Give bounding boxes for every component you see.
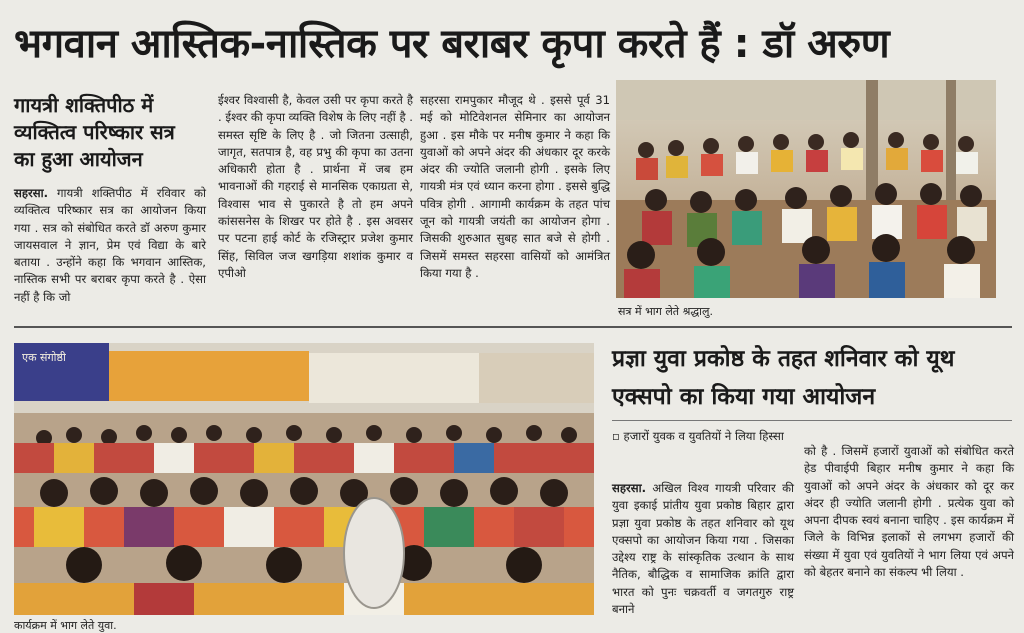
story1-column-2: ईश्वर विश्वासी है, केवल उसी पर कृपा करते है . ईश्वर की कृपा व्यक्ति विशेष के लिए नहीं है . समस्त सृष्टि के लिए है . जो जितना उत्साही, जागृत, सतपात्र है, वह प्रभु की कृपा का उतना अधिकारी होता है . प्रार्थना में जब हम भावनाओं की गहराई से मानसिक एकाग्रता से, विश्वास भाव से पुकारते है तो हम अपने कांससनेस के शिखर पर होते है . इस अवसर पर पटना हाई कोर्ट के रजिस्ट्रार प्रजेश कुमार सिंह, सिविल जज खगड़िया शशांक कुमार व एपीओ [218,93,413,280]
story1-photo-caption: सत्र में भाग लेते श्रद्धालु. [618,305,713,318]
story2-photo-caption: कार्यक्रम में भाग लेते युवा. [14,619,117,632]
story1-dateline: सहरसा. [14,186,48,200]
story1-photo [616,80,996,298]
story1-column-1 [14,185,206,306]
story2-headline-rule [612,420,1012,421]
story1-subhead: गायत्री शक्तिपीठ में व्यक्तित्व परिष्कार सत्र का हुआ आयोजन [14,93,175,171]
story2-column-1-text: अखिल विश्व गायत्री परिवार की युवा इकाई प्रांतीय युवा प्रकोष्ठ बिहार द्वारा प्रज्ञा युवा प्रकोष्ठ के तहत शनिवार को यूथ एक्सपो का आयोजन किया गया . जिसका उद्देश्य राष्ट्र के सांस्कृतिक उत्थान के साथ नैतिक, बौद्धिक व सामाजिक क्रांति द्वारा भारत को पुनः चक्रवर्ती व जगतगुरु राष्ट्र बनाने [612,481,795,617]
banner-text: एक संगोष्ठी [22,351,66,364]
story2-column-2: को है . जिसमें हजारों युवाओं को संबोधित करते हेड पीवाईपी बिहार मनीष कुमार ने कहा कि युवाओं को अपने अंदर के अंधकार को दूर कर अंदर ही ज्योति जलानी होगी . प्रत्येक युवा को अपना दीपक स्वयं बनाना चाहिए . इस कार्यक्रम में जिले के विभिन्न इलाकों से लगभग हजारों की संख्या में युवा एवं युवतियों ने भाग लिया एवं अपने को बेहतर बनाने का संकल्प भी लिया . [804,444,1014,580]
story2-photo [14,343,594,615]
story2-highlight: ▫ हजारों युवक व युवतियों ने लिया हिस्सा [612,428,792,445]
story2-headline: प्रज्ञा युवा प्रकोष्ठ के तहत शनिवार को यूथ एक्सपो का किया गया आयोजन [612,346,955,410]
main-headline: भगवान आस्तिक-नास्तिक पर बराबर कृपा करते हैं : डॉ अरुण [14,21,890,67]
story2-column-1 [612,480,794,618]
section-divider [14,326,1012,328]
story1-column-1-text: गायत्री शक्तिपीठ में रविवार को व्यक्तित्व परिष्कार सत्र का आयोजन किया गया . सत्र को संबोधित करते डॉ अरुण कुमार जायसवाल ने ज्ञान, प्रेम एवं विद्या के बारे बताया . उन्होंने कहा कि भगवान आस्तिक, नास्तिक सभी पर बराबर कृपा करते है . ऐसा नहीं है कि जो [14,186,207,304]
story1-column-3: सहरसा रामपुकार मौजूद थे . इससे पूर्व 31 मई को मोटिवेशनल सेमिनार का आयोजन हुआ . इस मौके पर मनीष कुमार ने कहा कि युवाओं को अपने अंदर की अंधकार दूर करके अंदर की ज्योति जलानी होगी . इसके लिए गायत्री मंत्र एवं ध्यान करना होगा . इससे बुद्धि पवित्र होगी . आगामी कार्यक्रम के तहत पांच जून को गायत्री जयंती का आयोजन होगा . जिसकी शुरुआत सुबह सात बजे से होगी . जिसमें समस्त सहरसा वासियों को आमंत्रित किया गया है . [420,93,610,280]
story2-dateline: सहरसा. [612,481,646,495]
